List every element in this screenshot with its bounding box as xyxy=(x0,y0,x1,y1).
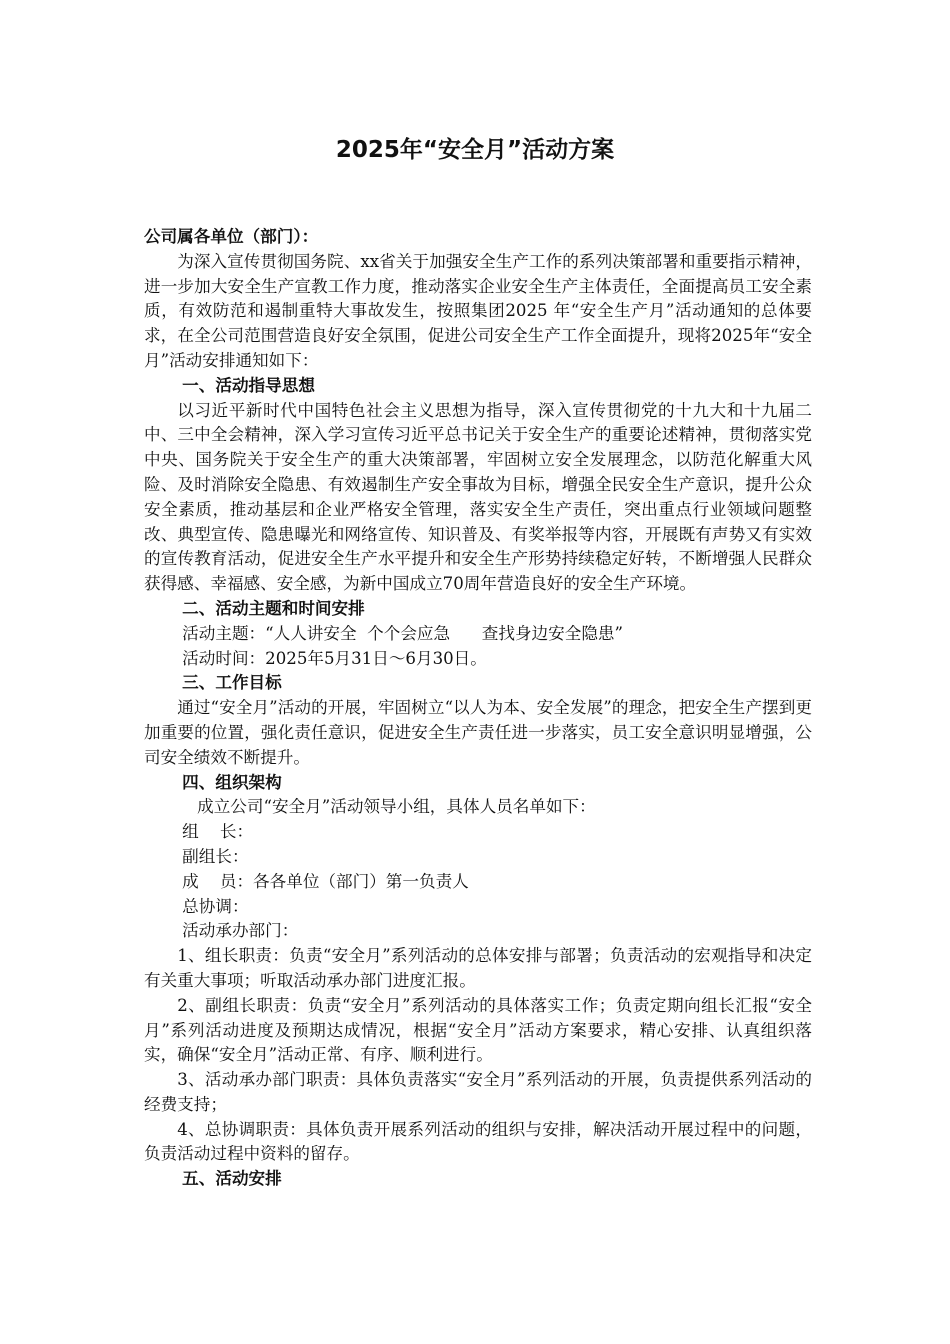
leader-line: 组 长： xyxy=(182,822,254,842)
section-heading-arrangements: 五、活动安排 xyxy=(182,1169,282,1189)
duty-item-deputy: 2、副组长职责：负责“安全月”系列活动的具体落实工作；负责定期向组长汇报“安全月”系列活动进度及预期达成情况，根据“安全月”活动方案要求，精心安排、认真组织落实，确保“安全月”活动正常、有序、顺利进行。 xyxy=(144,995,812,1065)
page-title: 2025年“安全月”活动方案 xyxy=(335,137,615,163)
section-heading-organization: 四、组织架构 xyxy=(182,772,282,792)
deputy-leader-line: 副组长： xyxy=(182,846,249,866)
members-line: 成 员：各各单位（部门）第一负责人 xyxy=(182,871,469,891)
section-heading-guiding-ideology: 一、活动指导思想 xyxy=(182,375,315,395)
host-department-line: 活动承办部门： xyxy=(182,921,299,941)
activity-time: 活动时间：2025年5月31日～6月30日。 xyxy=(182,648,487,668)
duty-item-coordinator: 4、总协调职责：具体负责开展系列活动的组织与安排，解决活动开展过程中的问题，负责活动过程中资料的留存。 xyxy=(144,1119,812,1164)
duty-item-host-department: 3、活动承办部门职责：具体负责落实“安全月”系列活动的开展，负责提供系列活动的经费支持； xyxy=(144,1070,812,1114)
intro-paragraph: 为深入宣传贯彻国务院、xx省关于加强安全生产工作的系列决策部署和重要指示精神，进一步加大安全生产宣教工作力度，推动落实企业安全生产主体责任，全面提高员工安全素质，有效防范和遏制重特大事故发生，按照集团2025 年“安全生产月”活动通知的总体要求，在全公司范围营造良好安全氛围，促进公司安全生产工作全面提升，现将2025年“安全月”活动安排通知如下： xyxy=(144,251,812,370)
activity-theme: 活动主题：“人人讲安全 个个会应急 查找身边安全隐患” xyxy=(182,623,623,643)
duty-item-leader: 1、组长职责：负责“安全月”系列活动的总体安排与部署；负责活动的宏观指导和决定有关重大事项；听取活动承办部门进度汇报。 xyxy=(144,946,812,990)
goals-paragraph: 通过“安全月”活动的开展，牢固树立“以人为本、安全发展”的理念，把安全生产摆到更加重要的位置，强化责任意识，促进安全生产责任进一步落实，员工安全意识明显增强，公司安全绩效不断提升。 xyxy=(144,698,812,767)
section-heading-theme-schedule: 二、活动主题和时间安排 xyxy=(182,598,365,618)
organization-intro: 成立公司“安全月”活动领导小组，具体人员名单如下： xyxy=(197,797,596,817)
coordinator-line: 总协调： xyxy=(182,896,249,916)
guiding-ideology-paragraph: 以习近平新时代中国特色社会主义思想为指导，深入宣传贯彻党的十九大和十九届二中、三中全会精神，深入学习宣传习近平总书记关于安全生产的重要论述精神，贯彻落实党中央、国务院关于安全生产的重大决策部署，牢固树立安全发展理念，以防范化解重大风险、及时消除安全隐患、有效遏制生产安全事故为目标，增强全民安全生产意识，提升公众安全素质，推动基层和企业严格安全管理，落实安全生产责任，突出重点行业领域问题整改、典型宣传、隐患曝光和网络宣传、知识普及、有奖举报等内容，开展既有声势又有实效的宣传教育活动，促进安全生产水平提升和安全生产形势持续稳定好转，不断增强人民群众获得感、幸福感、安全感，为新中国成立70周年营造良好的安全生产环境。 xyxy=(144,400,812,594)
section-heading-goals: 三、工作目标 xyxy=(182,673,282,693)
document-body xyxy=(144,225,812,1192)
salutation: 公司属各单位（部门）： xyxy=(144,227,319,246)
